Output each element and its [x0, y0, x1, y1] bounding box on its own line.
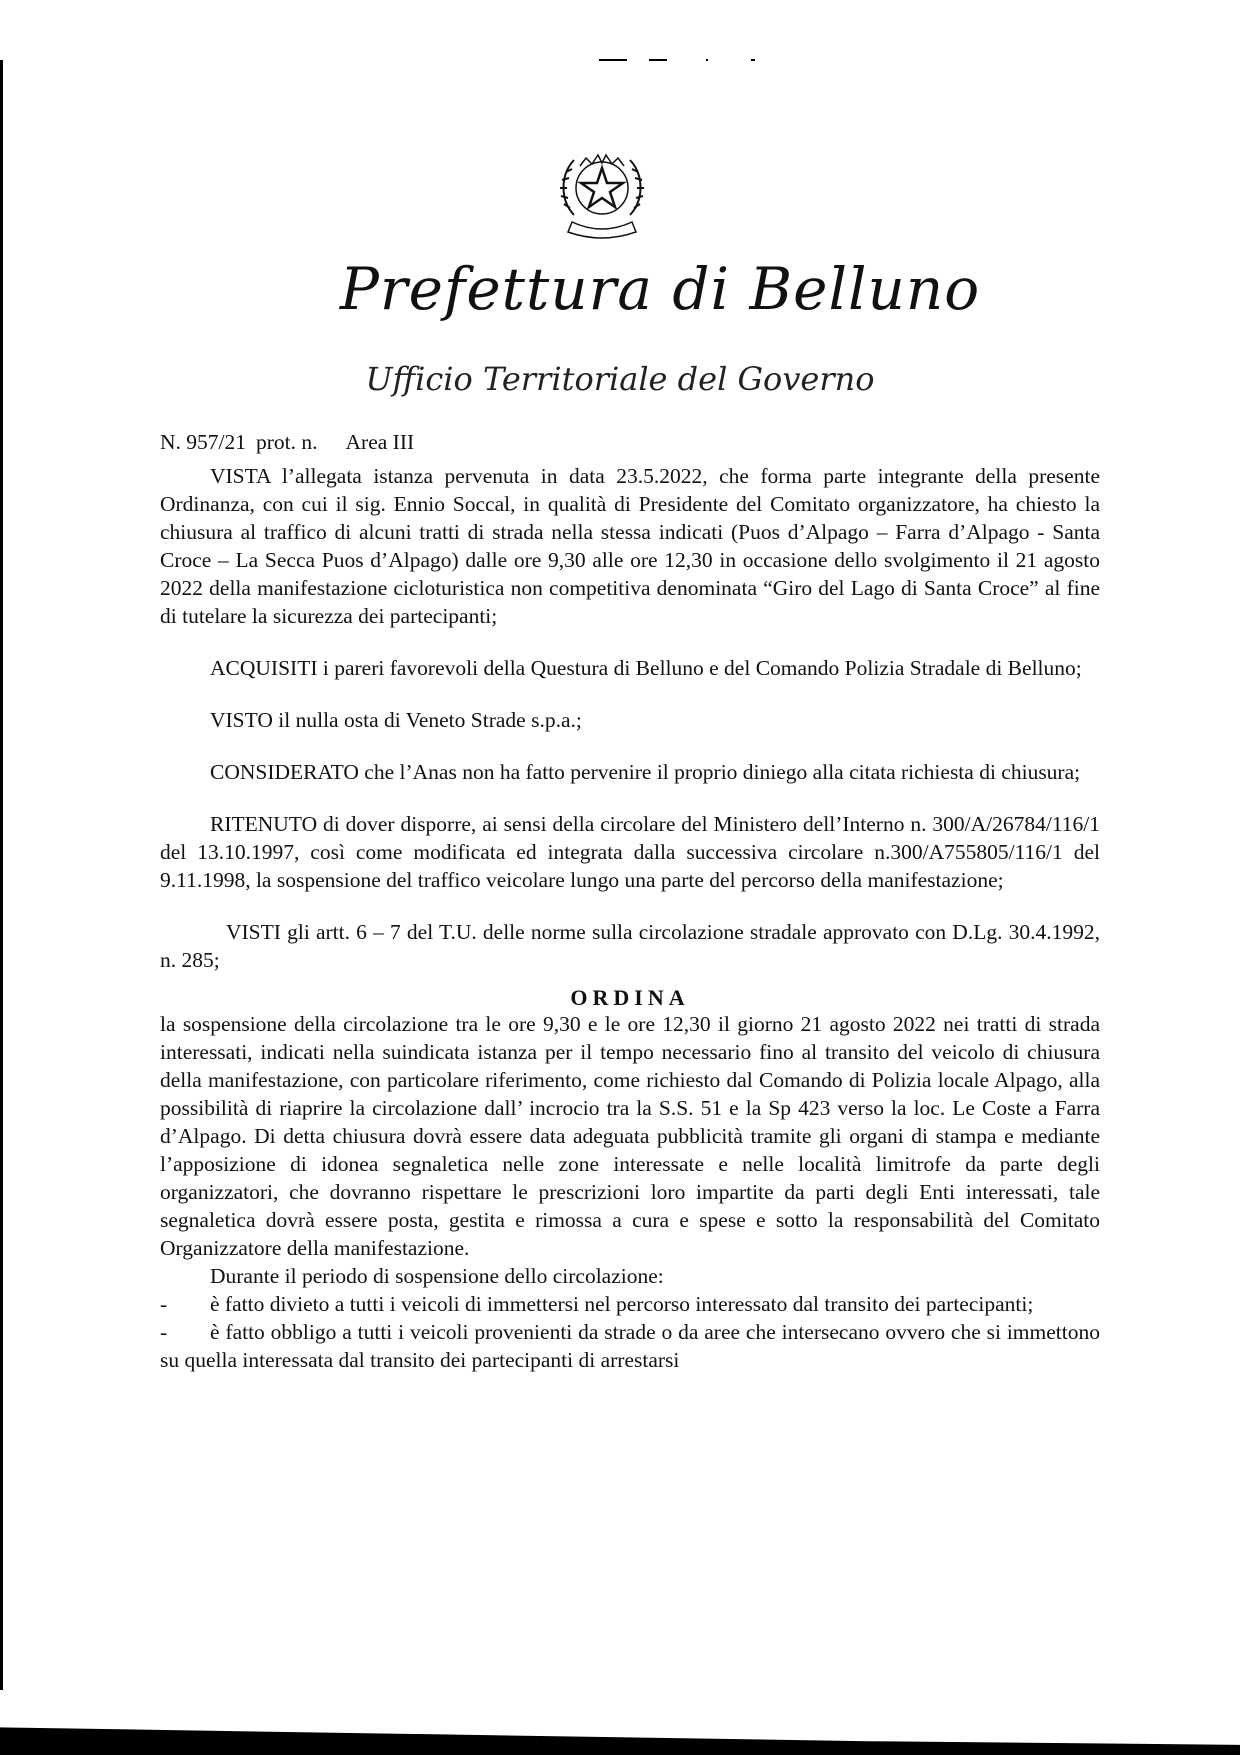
protocol-area: Area III — [345, 430, 415, 454]
order-bullet-1 — [160, 1290, 1100, 1318]
bullet-marker: - — [160, 1320, 168, 1344]
ordinance-body — [160, 428, 1100, 1374]
scan-edge-left — [0, 60, 3, 1690]
italian-republic-emblem-icon — [552, 140, 652, 245]
protocol-label: prot. n. — [256, 430, 318, 454]
protocol-line — [160, 428, 1100, 456]
bullet-marker: - — [160, 1292, 168, 1316]
office-subtitle: Ufficio Territoriale del Governo — [365, 360, 875, 398]
order-text: la sospensione della circolazione tra le ore 9,30 e le ore 12,30 il giorno 21 agosto 2022 nei tratti di strada interessati, indicati nella suindicata istanza per il tempo necessario fino al transito del veicolo di chiusura della manifestazione, con particolare riferimento, come richiesto dal Comando di Polizia locale Alpago, alla possibilità di riaprire la circolazione dall’ incrocio tra la S.S. 51 e la Sp 423 verso la loc. Le Coste a Farra d’Alpago. Di detta chiusura dovrà essere data adeguata pubblicità tramite gli organi di stampa e mediante l’apposizione di idonea segnaletica nelle zone interessate e nelle località limitrofe da parte degli organizzatori, che dovranno rispettare le prescrizioni loro impartite da parti degli Enti interessati, tale segnaletica dovrà essere posta, gestita e rimossa a cura e spese e sotto la responsabilità del Comitato Organizzatore della manifestazione. — [160, 1012, 1100, 1260]
order-bullet-2 — [160, 1318, 1100, 1374]
order-heading: ORDINA — [570, 985, 690, 1010]
paragraph-acquisiti: ACQUISITI i pareri favorevoli della Questura di Belluno e del Comando Polizia Stradale di Belluno; — [210, 656, 1082, 680]
scan-marks-top — [599, 59, 759, 61]
bullet-text: è fatto divieto a tutti i veicoli di immettersi nel percorso interessato dal transito dei partecipanti; — [210, 1292, 1034, 1316]
paragraph-ritenuto: RITENUTO di dover disporre, ai sensi della circolare del Ministero dell’Interno n. 300/A/26784/116/1 del 13.10.1997, così come modificata ed integrata dalla successiva circolare n.300/A755805/116/1 del 9.11.1998, la sospensione del traffico veicolare lungo una parte del percorso della manifestazione; — [160, 812, 1100, 892]
paragraph-considerato: CONSIDERATO che l’Anas non ha fatto pervenire il proprio diniego alla citata richiesta di chiusura; — [210, 760, 1081, 784]
bullet-text: è fatto obbligo a tutti i veicoli provenienti da strade o da aree che intersecano ovvero che si immettono su quella interessata dal transito dei partecipanti di arrestarsi — [160, 1320, 1100, 1372]
paragraph-visto: VISTO il nulla osta di Veneto Strade s.p.a.; — [210, 708, 582, 732]
paragraph-vista: VISTA l’allegata istanza pervenuta in data 23.5.2022, che forma parte integrante della presente Ordinanza, con cui il sig. Ennio Soccal, in qualità di Presidente del Comitato organizzatore, ha chiesto la chiusura al traffico di alcuni tratti di strada nella stessa indicati (Puos d’Alpago – Farra d’Alpago - Santa Croce – La Secca Puos d’Alpago) dalle ore 9,30 alle ore 12,30 in occasione dello svolgimento il 21 agosto 2022 della manifestazione cicloturistica non competitiva denominata “Giro del Lago di Santa Croce” al fine di tutelare la sicurezza dei partecipanti; — [160, 464, 1100, 628]
institution-title: Prefettura di Belluno — [339, 255, 981, 323]
paragraph-visti: VISTI gli artt. 6 – 7 del T.U. delle norme sulla circolazione stradale approvato con D.Lg. 30.4.1992, n. 285; — [160, 920, 1100, 972]
protocol-number: N. 957/21 — [160, 430, 246, 454]
scan-edge-bottom — [0, 1709, 1240, 1755]
order-during: Durante il periodo di sospensione dello circolazione: — [210, 1264, 664, 1288]
